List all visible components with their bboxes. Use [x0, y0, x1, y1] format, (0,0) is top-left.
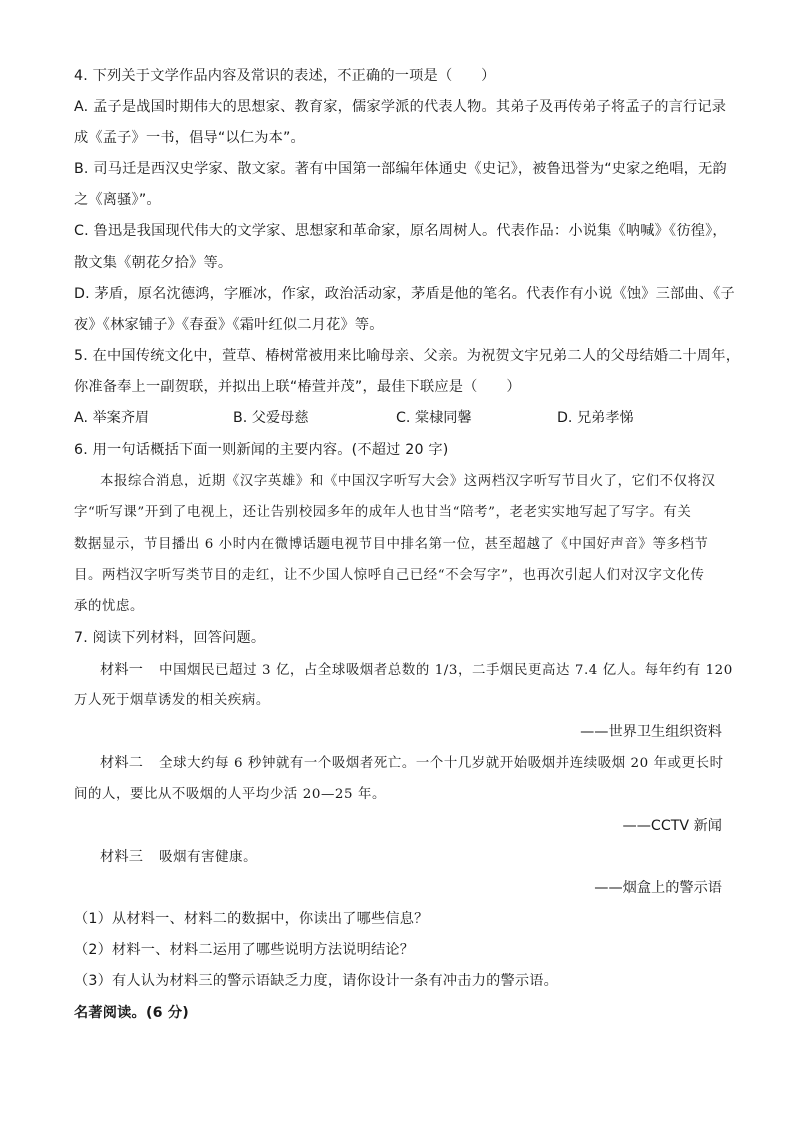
material1-label: 材料一 — [100, 662, 144, 678]
q4-option-a-line1: A. 孟子是战国时期伟大的思想家、教育家，儒家学派的代表人物。其弟子及再传弟子将孟子的言行记录 — [74, 99, 727, 115]
q7-material2-line2: 间的人，要比从不吸烟的人平均少活 20—25 年。 — [74, 787, 387, 802]
q5-option-b: B. 父爱母慈 — [233, 410, 309, 426]
material3-text: 吸烟有害健康。 — [159, 850, 258, 865]
q7-material1-source: ——世界卫生组织资料 — [580, 724, 722, 740]
q7-material2-line1 — [100, 753, 748, 774]
q6-news-line4: 目。两档汉字听写类节目的走红，让不少国人惊呼自己已经“不会写字”，也再次引起人们对汉字文化传 — [74, 568, 705, 583]
material2-text: 全球大约每 6 秒钟就有一个吸烟者死亡。一个十几岁就开始吸烟并连续吸烟 20 年或更长时 — [159, 756, 724, 771]
q5-stem-line1: 5. 在中国传统文化中，萱草、椿树常被用来比喻母亲、父亲。为祝贺文宇兄弟二人的父母结婚二十周年， — [74, 348, 741, 364]
q5-option-a: A. 举案齐眉 — [74, 410, 150, 426]
material2-label: 材料二 — [100, 755, 144, 771]
q6-stem: 6. 用一句话概括下面一则新闻的主要内容。(不超过 20 字) — [74, 442, 449, 458]
material1-text: 中国烟民已超过 3 亿，占全球吸烟者总数的 1/3，二手烟民更高达 7.4 亿人。每年约有 120 — [159, 663, 733, 678]
q5-option-d: D. 兄弟孝悌 — [557, 410, 634, 426]
q7-material1-line2: 万人死于烟草诱发的相关疾病。 — [74, 693, 270, 708]
q7-subquestion-2: （2）材料一、材料二运用了哪些说明方法说明结论？ — [74, 942, 415, 958]
q7-material2-source: ——CCTV 新闻 — [622, 818, 722, 834]
q4-option-d-line1: D. 茅盾，原名沈德鸿，字雁冰，作家，政治活动家，茅盾是他的笔名。代表作有小说《蚀》三部曲、《子 — [74, 286, 735, 302]
q4-option-b-line2: 之《离骚》”。 — [74, 192, 161, 208]
q7-material3-line1 — [100, 847, 748, 868]
q4-option-c-line2: 散文集《朝花夕拾》等。 — [74, 255, 233, 271]
q6-news-line1: 本报综合消息，近期《汉字英雄》和《中国汉字听写大会》这两档汉字听写节目火了，它们不仅将汉 — [100, 474, 716, 489]
q5-option-c: C. 棠棣同馨 — [396, 410, 472, 426]
q4-option-c-line1: C. 鲁迅是我国现代伟大的文学家、思想家和革命家，原名周树人。代表作品：小说集《呐喊》《彷徨》， — [74, 223, 727, 239]
q5-stem-line2: 你准备奉上一副贺联，并拟出上联“椿萱并茂”，最佳下联应是（ ） — [74, 379, 521, 395]
q4-option-b-line1: B. 司马迁是西汉史学家、散文家。著有中国第一部编年体通史《史记》，被鲁迅誉为“史家之绝唱，无韵 — [74, 161, 727, 177]
q6-news-line5: 承的忧虑。 — [74, 599, 144, 614]
section-heading: 名著阅读。(6 分) — [74, 1005, 189, 1021]
q4-option-d-line2: 夜》《林家铺子》《春蚕》《霜叶红似二月花》等。 — [74, 317, 384, 333]
material3-label: 材料三 — [100, 849, 144, 865]
q6-news-line2: 字“听写课”开到了电视上，还让告别校园多年的成年人也甘当“陪考”，老老实实地写起了写字。有关 — [74, 505, 692, 520]
q6-news-line3: 数据显示，节目播出 6 小时内在微博话题电视节目中排名第一位，甚至超越了《中国好声音》等多档节 — [74, 537, 709, 552]
q7-subquestion-3: （3）有人认为材料三的警示语缺乏力度，请你设计一条有冲击力的警示语。 — [74, 973, 559, 989]
q4-option-a-line2: 成《孟子》一书，倡导“以仁为本”。 — [74, 130, 305, 146]
q7-subquestion-1: （1）从材料一、材料二的数据中，你读出了哪些信息？ — [74, 911, 429, 927]
q7-stem: 7. 阅读下列材料，回答问题。 — [74, 630, 266, 646]
q7-material3-source: ——烟盒上的警示语 — [594, 880, 722, 896]
q7-material1-line1 — [100, 660, 748, 681]
q4-stem: 4. 下列关于文学作品内容及常识的表述，不正确的一项是（ ） — [74, 68, 496, 84]
